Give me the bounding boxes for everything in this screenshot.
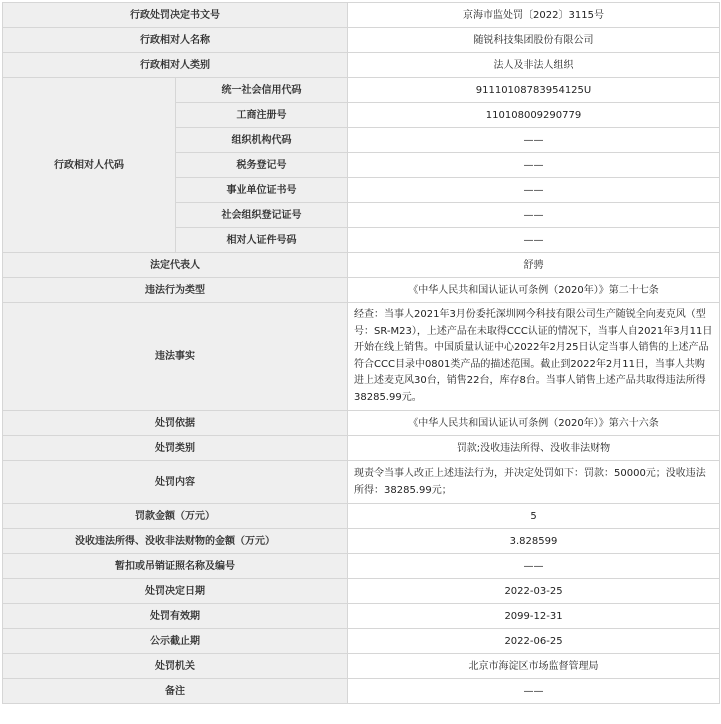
confiscation-amount-value: 3.828599: [348, 529, 720, 554]
legal-rep-label: 法定代表人: [3, 253, 348, 278]
row-credit-code: [3, 78, 720, 103]
violation-facts-label: 违法事实: [3, 303, 348, 411]
violation-facts-value: 经查：当事人2021年3月份委托深圳网今科技有限公司生产随锐全向麦克风（型号：SR-M23），上述产品在未取得CCC认证的情况下，当事人自2021年3月11日开始在线上销售。中国质量认证中心2022年2月25日认定当事人销售的上述产品符合CCC目录中0801类产品的描述范围。截止到2022年2月11日，当事人共购进上述麦克风30台，销售22台，库存8台。当事人销售上述产品共取得违法所得38285.99元。: [348, 303, 720, 411]
row-publish-until: [3, 629, 720, 654]
row-party-type: [3, 53, 720, 78]
legal-rep-value: 舒骋: [348, 253, 720, 278]
violation-type-value: 《中华人民共和国认证认可条例（2020年）》第二十七条: [348, 278, 720, 303]
decision-date-value: 2022-03-25: [348, 579, 720, 604]
institution-cert-no-label: 事业单位证书号: [176, 178, 348, 203]
credit-code-value: 91110108783954125U: [348, 78, 720, 103]
row-remarks: [3, 679, 720, 704]
org-code-value: ——: [348, 128, 720, 153]
publish-until-value: 2022-06-25: [348, 629, 720, 654]
party-name-value: 随锐科技集团股份有限公司: [348, 28, 720, 53]
basis-value: 《中华人民共和国认证认可条例（2020年）》第六十六条: [348, 411, 720, 436]
row-party-name: [3, 28, 720, 53]
penalty-content-label: 处罚内容: [3, 461, 348, 504]
license-label: 暂扣或吊销证照名称及编号: [3, 554, 348, 579]
row-violation-facts: [3, 303, 720, 411]
row-license: [3, 554, 720, 579]
valid-until-value: 2099-12-31: [348, 604, 720, 629]
party-type-label: 行政相对人类别: [3, 53, 348, 78]
row-confiscation-amount: [3, 529, 720, 554]
remarks-value: ——: [348, 679, 720, 704]
row-legal-rep: [3, 253, 720, 278]
org-code-label: 组织机构代码: [176, 128, 348, 153]
id-no-value: ——: [348, 228, 720, 253]
valid-until-label: 处罚有效期: [3, 604, 348, 629]
party-code-label: 行政相对人代码: [3, 78, 176, 253]
business-reg-no-label: 工商注册号: [176, 103, 348, 128]
business-reg-no-value: 110108009290779: [348, 103, 720, 128]
license-value: ——: [348, 554, 720, 579]
penalty-content-value: 现责令当事人改正上述违法行为，并决定处罚如下：罚款：50000元；没收违法所得：38285.99元；: [348, 461, 720, 504]
violation-type-label: 违法行为类型: [3, 278, 348, 303]
id-no-label: 相对人证件号码: [176, 228, 348, 253]
penalty-type-value: 罚款;没收违法所得、没收非法财物: [348, 436, 720, 461]
institution-cert-no-value: ——: [348, 178, 720, 203]
penalty-type-label: 处罚类别: [3, 436, 348, 461]
authority-value: 北京市海淀区市场监督管理局: [348, 654, 720, 679]
decision-date-label: 处罚决定日期: [3, 579, 348, 604]
row-fine-amount: [3, 504, 720, 529]
tax-reg-no-value: ——: [348, 153, 720, 178]
row-penalty-type: [3, 436, 720, 461]
publish-until-label: 公示截止期: [3, 629, 348, 654]
decision-no-value: 京海市监处罚〔2022〕3115号: [348, 3, 720, 28]
fine-amount-label: 罚款金额（万元）: [3, 504, 348, 529]
row-decision-date: [3, 579, 720, 604]
row-penalty-content: [3, 461, 720, 504]
fine-amount-value: 5: [348, 504, 720, 529]
authority-label: 处罚机关: [3, 654, 348, 679]
row-basis: [3, 411, 720, 436]
decision-no-label: 行政处罚决定书文号: [3, 3, 348, 28]
social-org-reg-no-label: 社会组织登记证号: [176, 203, 348, 228]
credit-code-label: 统一社会信用代码: [176, 78, 348, 103]
party-type-value: 法人及非法人组织: [348, 53, 720, 78]
penalty-info-table: [2, 2, 720, 704]
row-authority: [3, 654, 720, 679]
remarks-label: 备注: [3, 679, 348, 704]
row-valid-until: [3, 604, 720, 629]
social-org-reg-no-value: ——: [348, 203, 720, 228]
tax-reg-no-label: 税务登记号: [176, 153, 348, 178]
row-decision-no: [3, 3, 720, 28]
party-name-label: 行政相对人名称: [3, 28, 348, 53]
basis-label: 处罚依据: [3, 411, 348, 436]
confiscation-amount-label: 没收违法所得、没收非法财物的金额（万元）: [3, 529, 348, 554]
row-violation-type: [3, 278, 720, 303]
